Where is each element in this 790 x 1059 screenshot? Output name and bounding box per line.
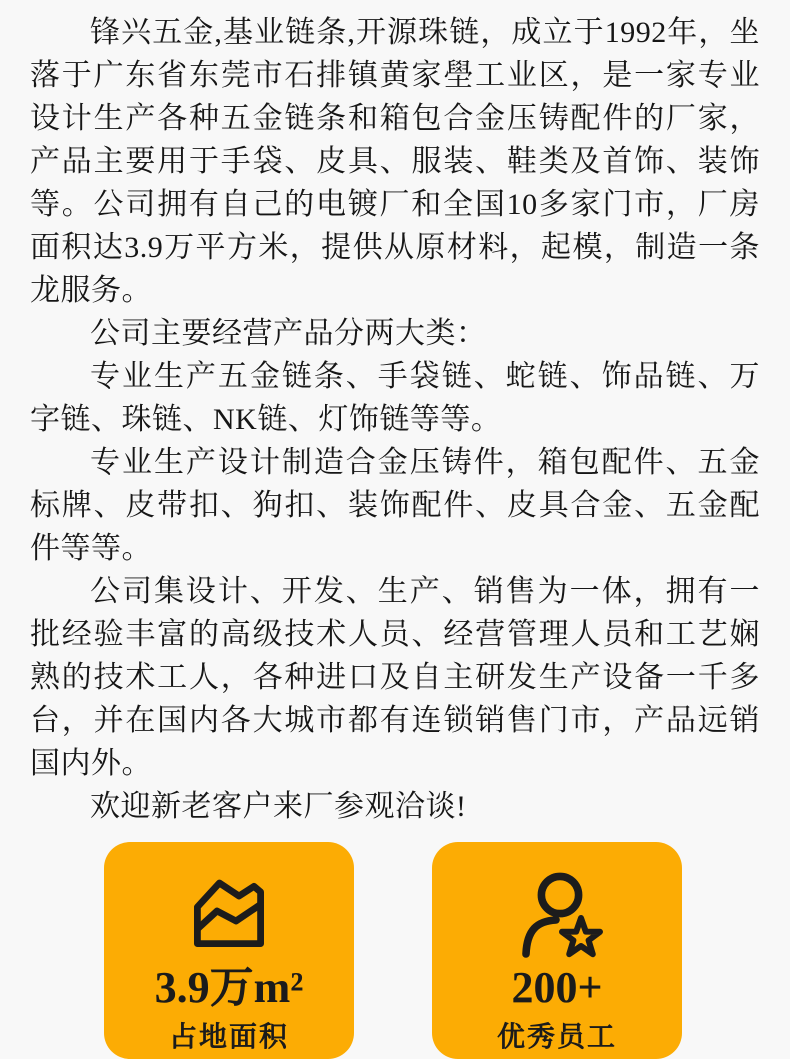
- area-chart-icon: [181, 868, 277, 964]
- stat-value-employees: 200+: [511, 963, 603, 1012]
- diecast-paragraph: 专业生产设计制造合金压铸件，箱包配件、五金标牌、皮带扣、狗扣、装饰配件、皮具合金、五金配件等等。: [30, 446, 760, 565]
- stat-value-floor-area: 3.9万m²: [154, 963, 304, 1012]
- welcome-paragraph: 欢迎新老客户来厂参观洽谈!: [90, 790, 467, 823]
- employee-star-icon: [509, 868, 605, 964]
- stat-label-employees: 优秀员工: [496, 1022, 617, 1054]
- stat-card-floor-area: [104, 842, 354, 1059]
- intro-paragraph: 锋兴五金,基业链条,开源珠链，成立于1992年，坐落于广东省东莞市石排镇黄家壆工业区，是一家专业设计生产各种五金链条和箱包合金压铸配件的厂家，产品主要用于手袋、皮具、服装、鞋类及首饰、装饰等。公司拥有自己的电镀厂和全国10多家门市，厂房面积达3.9万平方米，提供从原材料，起模，制造一条龙服务。: [30, 16, 760, 307]
- chains-paragraph: 专业生产五金链条、手袋链、蛇链、饰品链、万字链、珠链、NK链、灯饰链等等。: [30, 360, 760, 436]
- stat-label-floor-area: 占地面积: [168, 1022, 289, 1054]
- category-lead-paragraph: 公司主要经营产品分两大类：: [90, 317, 487, 350]
- stats-cards: [0, 828, 790, 1059]
- company-capability-paragraph: 公司集设计、开发、生产、销售为一体，拥有一批经验丰富的高级技术人员、经营管理人员和工艺娴熟的技术工人，各种进口及自主研发生产设备一千多台，并在国内各大城市都有连锁销售门市，产品远销国内外。: [30, 575, 760, 780]
- stat-card-employees: [432, 842, 682, 1059]
